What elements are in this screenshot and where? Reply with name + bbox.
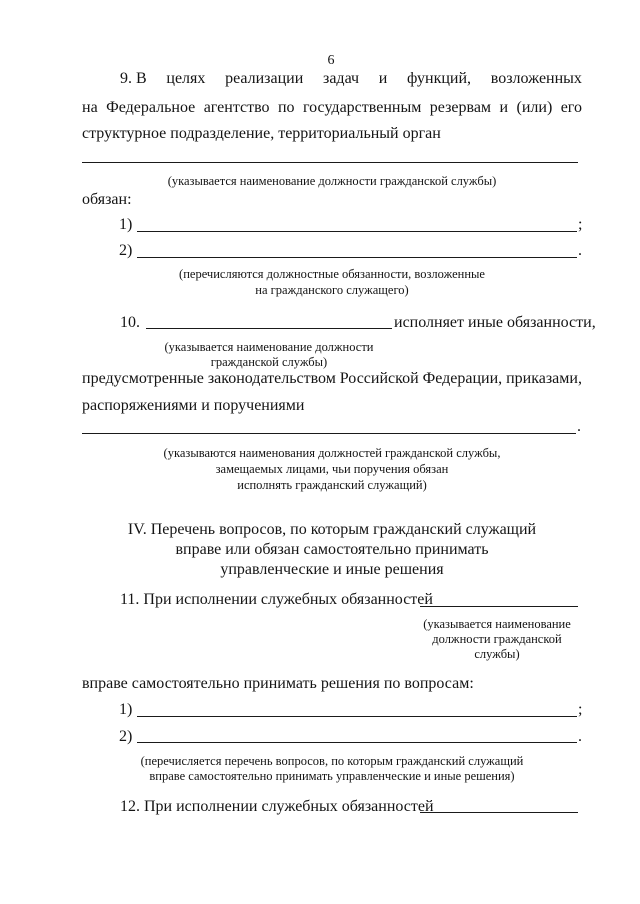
p10-caption-b2: замещаемых лицами, чьи поручения обязан [215, 462, 449, 476]
word: 9. В [120, 70, 147, 87]
fill-line [82, 162, 578, 163]
p9-item2-end: . [578, 242, 582, 259]
fill-line [146, 328, 392, 329]
fill-line [137, 231, 577, 232]
word: (или) [516, 99, 553, 116]
word: функций, [407, 70, 472, 87]
p9-line3: структурное подразделение, территориальный орган [82, 125, 441, 142]
fill-line [137, 257, 577, 258]
p9-item2-label: 2) [119, 242, 133, 259]
word: резервам [429, 99, 492, 116]
p11-caption-3: службы) [474, 647, 520, 661]
fill-line [137, 716, 577, 717]
word: и [499, 99, 509, 116]
p9-item1-end: ; [578, 216, 583, 233]
word: и [378, 70, 388, 87]
word: государственным [302, 99, 422, 116]
section-heading-line2: вправе или обязан самостоятельно принимать [175, 541, 489, 558]
fill-line [420, 812, 578, 813]
word: предусмотренные [82, 370, 204, 387]
p11-item2-label: 2) [119, 728, 133, 745]
p10-end: . [577, 418, 581, 435]
p10-caption-2: гражданской службы) [210, 355, 328, 369]
page-number: 6 [327, 53, 335, 68]
word: Федерации, [422, 370, 503, 387]
p11-item1-end: ; [578, 701, 583, 718]
p9-obyazan: обязан: [82, 191, 132, 208]
p9-duties-caption-2: на гражданского служащего) [255, 283, 409, 297]
p11-text: 11. При исполнении служебных обязанностей [120, 591, 433, 608]
word: его [560, 99, 582, 116]
section-heading-line3: управленческие и иные решения [220, 561, 444, 578]
word: задач [323, 70, 360, 87]
p11-caption-b1: (перечисляется перечень вопросов, по которым гражданский служащий [140, 754, 524, 768]
word: законодательством [207, 370, 336, 387]
p10-caption-b3: исполнять гражданский служащий) [237, 478, 427, 492]
word: на [82, 99, 98, 116]
fill-line [137, 742, 577, 743]
fill-line [82, 433, 576, 434]
p9-line1 [120, 70, 582, 88]
p11-line2: вправе самостоятельно принимать решения по вопросам: [82, 675, 474, 692]
p10-line3: распоряжениями и поручениями [82, 397, 305, 414]
p11-item2-end: . [578, 728, 582, 745]
p11-caption-b2: вправе самостоятельно принимать управленческие и иные решения) [149, 769, 515, 783]
word: агентство [203, 99, 270, 116]
p12-text: 12. При исполнении служебных обязанностей [120, 798, 434, 815]
p10-caption-b1: (указываются наименования должностей гражданской службы, [163, 446, 501, 460]
word: целях [166, 70, 206, 87]
word: Федеральное [106, 99, 196, 116]
word: по [277, 99, 295, 116]
p9-line2 [82, 99, 582, 117]
p9-caption: (указывается наименование должности гражданской службы) [167, 174, 497, 188]
p11-caption-1: (указывается наименование [423, 617, 571, 631]
p10-tail: исполняет иные обязанности, [394, 314, 596, 331]
p10-line2 [82, 370, 582, 388]
p9-duties-caption-1: (перечисляются должностные обязанности, возложенные [179, 267, 485, 281]
p10-caption-1: (указывается наименование должности [164, 340, 374, 354]
fill-line [420, 606, 578, 607]
section-heading-line1: IV. Перечень вопросов, по которым гражданский служащий [127, 521, 537, 538]
word: приказами, [506, 370, 582, 387]
word: Российской [339, 370, 419, 387]
p9-item1-label: 1) [119, 216, 133, 233]
p11-item1-label: 1) [119, 701, 133, 718]
p11-caption-2: должности гражданской [432, 632, 562, 646]
p10-number: 10. [120, 314, 140, 331]
word: реализации [225, 70, 304, 87]
word: возложенных [490, 70, 582, 87]
